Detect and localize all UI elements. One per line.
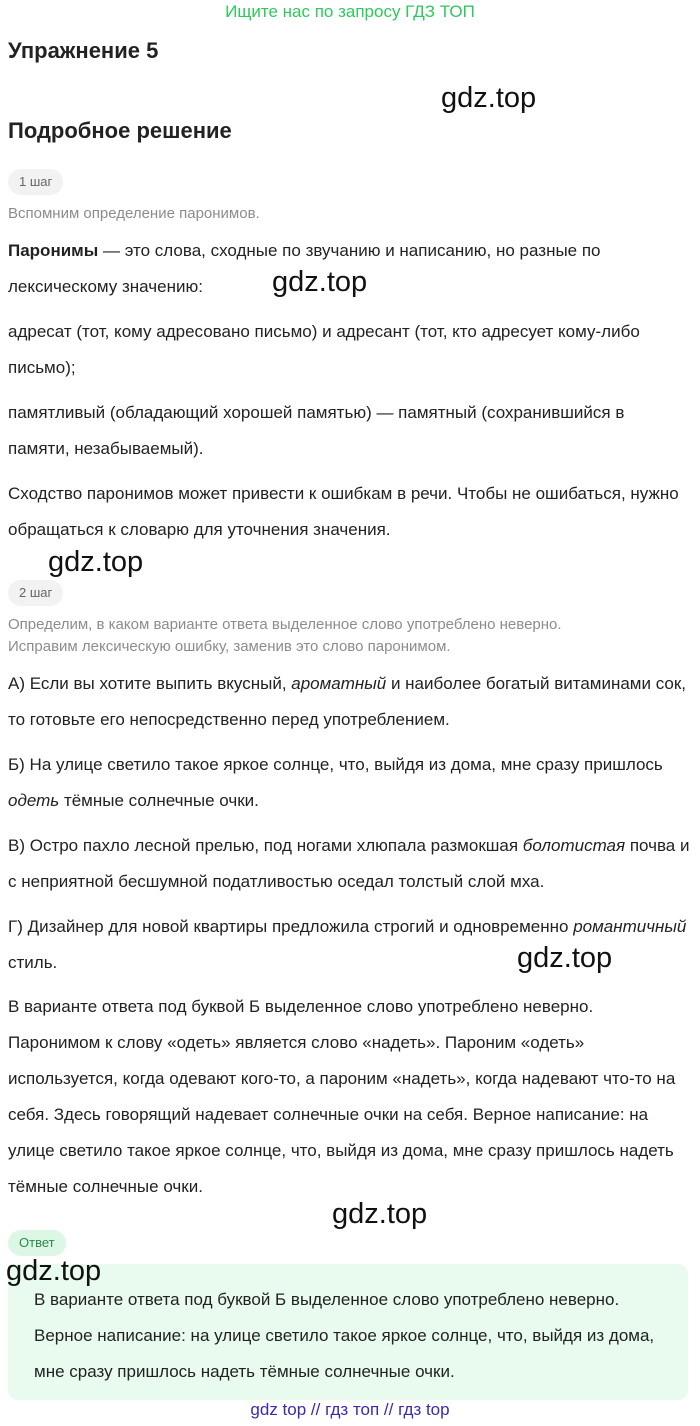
page-title: Упражнение 5	[8, 38, 159, 63]
step-2-badge: 2 шаг	[8, 580, 63, 606]
answer-text: В варианте ответа под буквой Б выделенное слово употреблено неверно. Верное написание: на улице светило такое яркое солнце, что, выйдя из дома, мне сразу пришлось надеть тёмные солнечные очки.	[34, 1290, 655, 1381]
option-a-text: А) Если вы хотите выпить вкусный,	[8, 674, 292, 693]
example-2: памятливый (обладающий хорошей памятью) — памятный (сохранившийся в памяти, незабываемый).	[8, 403, 625, 458]
paronym-note: Сходство паронимов может привести к ошибкам в речи. Чтобы не ошибаться, нужно обращаться к словарю для уточнения значения.	[8, 484, 679, 539]
option-v-highlight: болотистая	[522, 836, 626, 855]
option-b	[8, 747, 690, 819]
option-v-text-end: почва и с неприятной бесшумной податливостью оседал толстый слой мха.	[8, 836, 690, 891]
answer-box	[8, 1264, 688, 1400]
definition-term: Паронимы	[8, 241, 99, 260]
option-b-highlight: одеть	[8, 791, 60, 810]
option-a-text-end: и наиболее богатый витаминами сок, то готовьте его непосредственно перед употреблением.	[8, 674, 687, 729]
step-1-intro: Вспомним определение паронимов.	[8, 205, 260, 222]
option-g-text: Г) Дизайнер для новой квартиры предложила строгий и одновременно	[8, 917, 574, 936]
watermark: gdz.top	[517, 942, 613, 974]
option-v-text: В) Остро пахло лесной прелью, под ногами хлюпала размокшая	[8, 836, 523, 855]
option-v	[8, 828, 690, 900]
option-g-highlight: романтичный	[573, 917, 687, 936]
option-a-highlight: ароматный	[291, 674, 387, 693]
search-hint-banner: Ищите нас по запросу ГДЗ ТОП	[225, 2, 475, 21]
section-title: Подробное решение	[8, 118, 232, 143]
option-a	[8, 666, 690, 738]
watermark: gdz.top	[6, 1255, 102, 1287]
option-b-text: Б) На улице светило такое яркое солнце, что, выйдя из дома, мне сразу пришлось	[8, 755, 663, 774]
watermark: gdz.top	[272, 266, 368, 298]
step-2-intro-line-1: Определим, в каком варианте ответа выделенное слово употреблено неверно.	[8, 616, 562, 633]
footer-links: gdz top // гдз топ // гдз top	[250, 1400, 450, 1419]
step-2-explanation: В варианте ответа под буквой Б выделенное слово употреблено неверно. Паронимом к слову «одеть» является слово «надеть». Пароним «одеть» используется, когда одевают кого-то, а пароним «надеть», когда надевают что-то на себя. Здесь говорящий надевает солнечные очки на себя. Верное написание: на улице светило такое яркое солнце, что, выйдя из дома, мне сразу пришлось надеть тёмные солнечные очки.	[8, 997, 676, 1196]
option-g-text-end: стиль.	[8, 953, 58, 972]
watermark: gdz.top	[441, 82, 537, 114]
watermark: gdz.top	[48, 546, 144, 578]
step-1-badge: 1 шаг	[8, 169, 63, 195]
watermark: gdz.top	[332, 1198, 428, 1230]
option-b-text-end: тёмные солнечные очки.	[59, 791, 259, 810]
example-1: адресат (тот, кому адресовано письмо) и адресант (тот, кто адресует кому-либо письмо);	[8, 322, 640, 377]
step-2-intro-line-2: Исправим лексическую ошибку, заменив это слово паронимом.	[8, 638, 451, 655]
definition-text: — это слова, сходные по звучанию и написанию, но разные по лексическому значению:	[8, 241, 601, 296]
answer-badge: Ответ	[8, 1230, 66, 1256]
